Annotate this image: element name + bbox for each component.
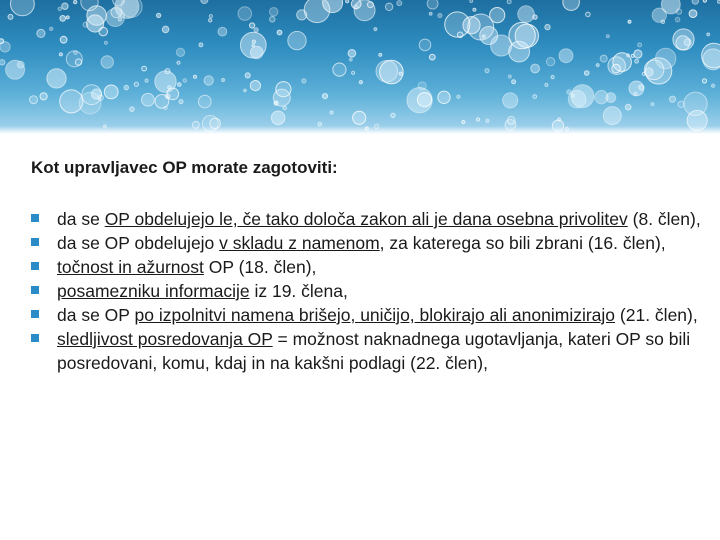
bubble <box>606 35 609 38</box>
bubble <box>596 64 599 67</box>
bubble <box>348 50 356 58</box>
bubble <box>689 10 697 18</box>
bubble <box>631 54 634 57</box>
bubble <box>104 41 107 44</box>
bubble <box>486 119 490 123</box>
bubble <box>438 91 450 103</box>
bubble <box>8 14 13 19</box>
bubble <box>551 76 554 79</box>
bubble <box>218 27 227 36</box>
bubble <box>545 83 548 86</box>
bubble <box>177 83 181 87</box>
bubble <box>274 101 278 105</box>
bubble <box>47 69 66 88</box>
bubble <box>397 1 402 6</box>
banner-fade <box>0 126 720 134</box>
bubble <box>374 28 377 31</box>
bubble <box>703 0 706 2</box>
bubble <box>124 85 129 90</box>
bubble <box>473 8 476 11</box>
bullet-text: da se <box>57 209 105 229</box>
bubble <box>572 94 575 97</box>
square-bullet-icon <box>31 286 39 294</box>
bubble <box>429 12 432 15</box>
bubble <box>155 95 169 109</box>
bubble <box>628 20 631 23</box>
bubble <box>194 75 197 78</box>
bubble <box>204 76 213 85</box>
bullet-text: (8. člen), <box>627 209 701 229</box>
bubble <box>457 95 461 99</box>
bubble <box>0 39 4 44</box>
bubble <box>603 107 621 125</box>
bubble <box>427 0 438 9</box>
bullet-item <box>31 303 701 327</box>
bubble <box>179 100 183 104</box>
bubble <box>254 28 259 33</box>
bubble <box>595 90 608 103</box>
bubble <box>130 107 135 112</box>
bubble <box>11 0 35 16</box>
bubble <box>62 3 68 9</box>
bubble <box>586 12 591 17</box>
bubble <box>17 61 24 68</box>
bubble <box>509 22 535 48</box>
bubble <box>283 106 287 110</box>
bubble <box>359 81 362 84</box>
bubble <box>512 80 516 84</box>
bullet-list <box>31 207 701 375</box>
square-bullet-icon <box>31 334 39 342</box>
bubble <box>419 39 431 51</box>
bubble <box>385 3 392 10</box>
bubble <box>417 93 431 107</box>
bubble <box>503 93 518 108</box>
bubble <box>634 50 642 58</box>
bubble <box>58 7 62 11</box>
bubble <box>711 84 714 87</box>
underlined-text: točnost in ažurnost <box>57 257 204 277</box>
bubble <box>201 0 208 4</box>
bubble <box>485 69 489 73</box>
bubble <box>66 16 69 19</box>
bubble <box>558 118 561 121</box>
bubble <box>183 79 186 82</box>
bubble <box>322 94 327 99</box>
bubble <box>445 12 470 37</box>
bubble <box>40 93 47 100</box>
bubble <box>142 93 155 106</box>
bubble <box>353 111 366 124</box>
bubble <box>644 60 664 80</box>
bubble <box>531 64 540 73</box>
bubble <box>156 13 160 17</box>
bubble <box>518 6 535 23</box>
bubble <box>60 36 67 43</box>
bubble <box>74 0 77 3</box>
bubble <box>66 51 82 67</box>
bubble <box>438 13 442 17</box>
bubble <box>692 0 699 4</box>
bubble <box>470 0 473 3</box>
bubble <box>142 66 147 71</box>
bubble <box>391 113 395 117</box>
bubble <box>652 8 666 22</box>
bubble <box>104 85 118 99</box>
bubble <box>584 71 589 76</box>
bubble <box>612 64 621 73</box>
bubble <box>627 54 630 57</box>
bubble <box>349 58 352 61</box>
bubble <box>176 48 184 56</box>
bubble <box>333 63 346 76</box>
bubble <box>269 8 278 17</box>
bubble <box>245 73 250 78</box>
bubble <box>352 71 355 74</box>
bubble <box>50 27 53 30</box>
bullet-text: (21. člen), <box>615 305 698 325</box>
bubble <box>480 27 498 45</box>
bubble <box>651 103 654 106</box>
underlined-text: posamezniku informacije <box>57 281 250 301</box>
bubble <box>508 75 511 78</box>
bubble <box>145 79 148 82</box>
bullet-text: da se OP <box>57 305 135 325</box>
bullet-text: OP (18. člen), <box>203 257 317 277</box>
bubble <box>462 121 465 124</box>
bullet-item <box>31 231 701 255</box>
bubble <box>507 117 515 125</box>
bubble <box>380 60 404 84</box>
bubble <box>199 95 212 108</box>
underlined-text: sledljivost posredovanja OP <box>57 329 273 349</box>
bubble <box>98 95 103 100</box>
bullet-item <box>31 207 701 231</box>
bullet-text: , za katerega so bili zbrani (16. člen), <box>379 233 666 253</box>
bubble <box>101 56 113 68</box>
bubble <box>167 88 179 100</box>
bullet-text: da se OP obdelujejo <box>57 233 220 253</box>
bullet-text: iz 19. člena, <box>249 281 348 301</box>
bubble <box>199 43 203 47</box>
bubble <box>37 29 45 37</box>
bubble <box>270 17 276 23</box>
bubble <box>684 92 707 115</box>
bubble <box>507 0 511 4</box>
bubble <box>546 58 554 66</box>
bubble <box>351 0 361 9</box>
square-bullet-icon <box>31 214 39 222</box>
underlined-text: OP obdelujejo le, če tako določa zakon ali je dana osebna privolitev <box>104 209 628 229</box>
bullet-item <box>31 327 701 375</box>
bubble <box>244 89 247 92</box>
underlined-text: v skladu z namenom <box>219 233 380 253</box>
bullet-item <box>31 279 701 303</box>
bubble <box>367 2 373 8</box>
bubble <box>429 54 435 60</box>
bubble <box>60 90 83 113</box>
bubble <box>59 53 62 56</box>
bubble <box>87 15 104 32</box>
bubble <box>288 31 306 49</box>
bubble <box>563 0 580 10</box>
bubble <box>250 23 255 28</box>
bubble <box>121 0 142 17</box>
bubble <box>669 96 675 102</box>
square-bullet-icon <box>31 238 39 246</box>
bubble <box>60 16 66 22</box>
bubble <box>250 46 263 59</box>
bubble <box>238 7 252 21</box>
bubble <box>0 60 5 66</box>
water-bubbles-banner <box>0 0 720 134</box>
bubble <box>559 49 573 63</box>
bubble <box>209 19 212 22</box>
bubble <box>545 24 550 29</box>
square-bullet-icon <box>31 310 39 318</box>
bubble <box>533 95 537 99</box>
bubble <box>209 15 212 18</box>
bubble <box>162 26 169 33</box>
bubble <box>222 79 225 82</box>
bubble <box>134 82 138 86</box>
square-bullet-icon <box>31 262 39 270</box>
bubble <box>177 61 180 64</box>
bubble <box>277 30 282 35</box>
bubble <box>676 36 690 50</box>
bubble <box>30 96 38 104</box>
bullet-item <box>31 255 701 279</box>
bubble <box>702 79 706 83</box>
slide-title: Kot upravljavec OP morate zagotoviti: <box>31 158 338 177</box>
bubble <box>707 33 710 36</box>
bubble <box>250 81 260 91</box>
bubble <box>477 118 480 121</box>
bubble <box>600 55 607 62</box>
bubbles-graphic <box>0 0 720 134</box>
underlined-text: po izpolnitvi namena brišejo, uničijo, blokirajo ali anonimizirajo <box>134 305 616 325</box>
bubble <box>330 111 333 114</box>
bullet-text: = možnost naknadnega ugotavljanja, kateri OP so bili posredovani, komu, kdaj in na kakšni podlagi (22. člen), <box>57 329 691 373</box>
bubble <box>625 104 631 110</box>
bubble <box>379 53 382 56</box>
bubble <box>271 111 285 125</box>
bubble <box>297 10 307 20</box>
bubble <box>638 43 642 47</box>
bubble <box>629 81 644 96</box>
bubble <box>675 17 680 22</box>
bubble <box>346 0 349 3</box>
bubble <box>302 79 306 83</box>
bubble <box>635 59 639 63</box>
